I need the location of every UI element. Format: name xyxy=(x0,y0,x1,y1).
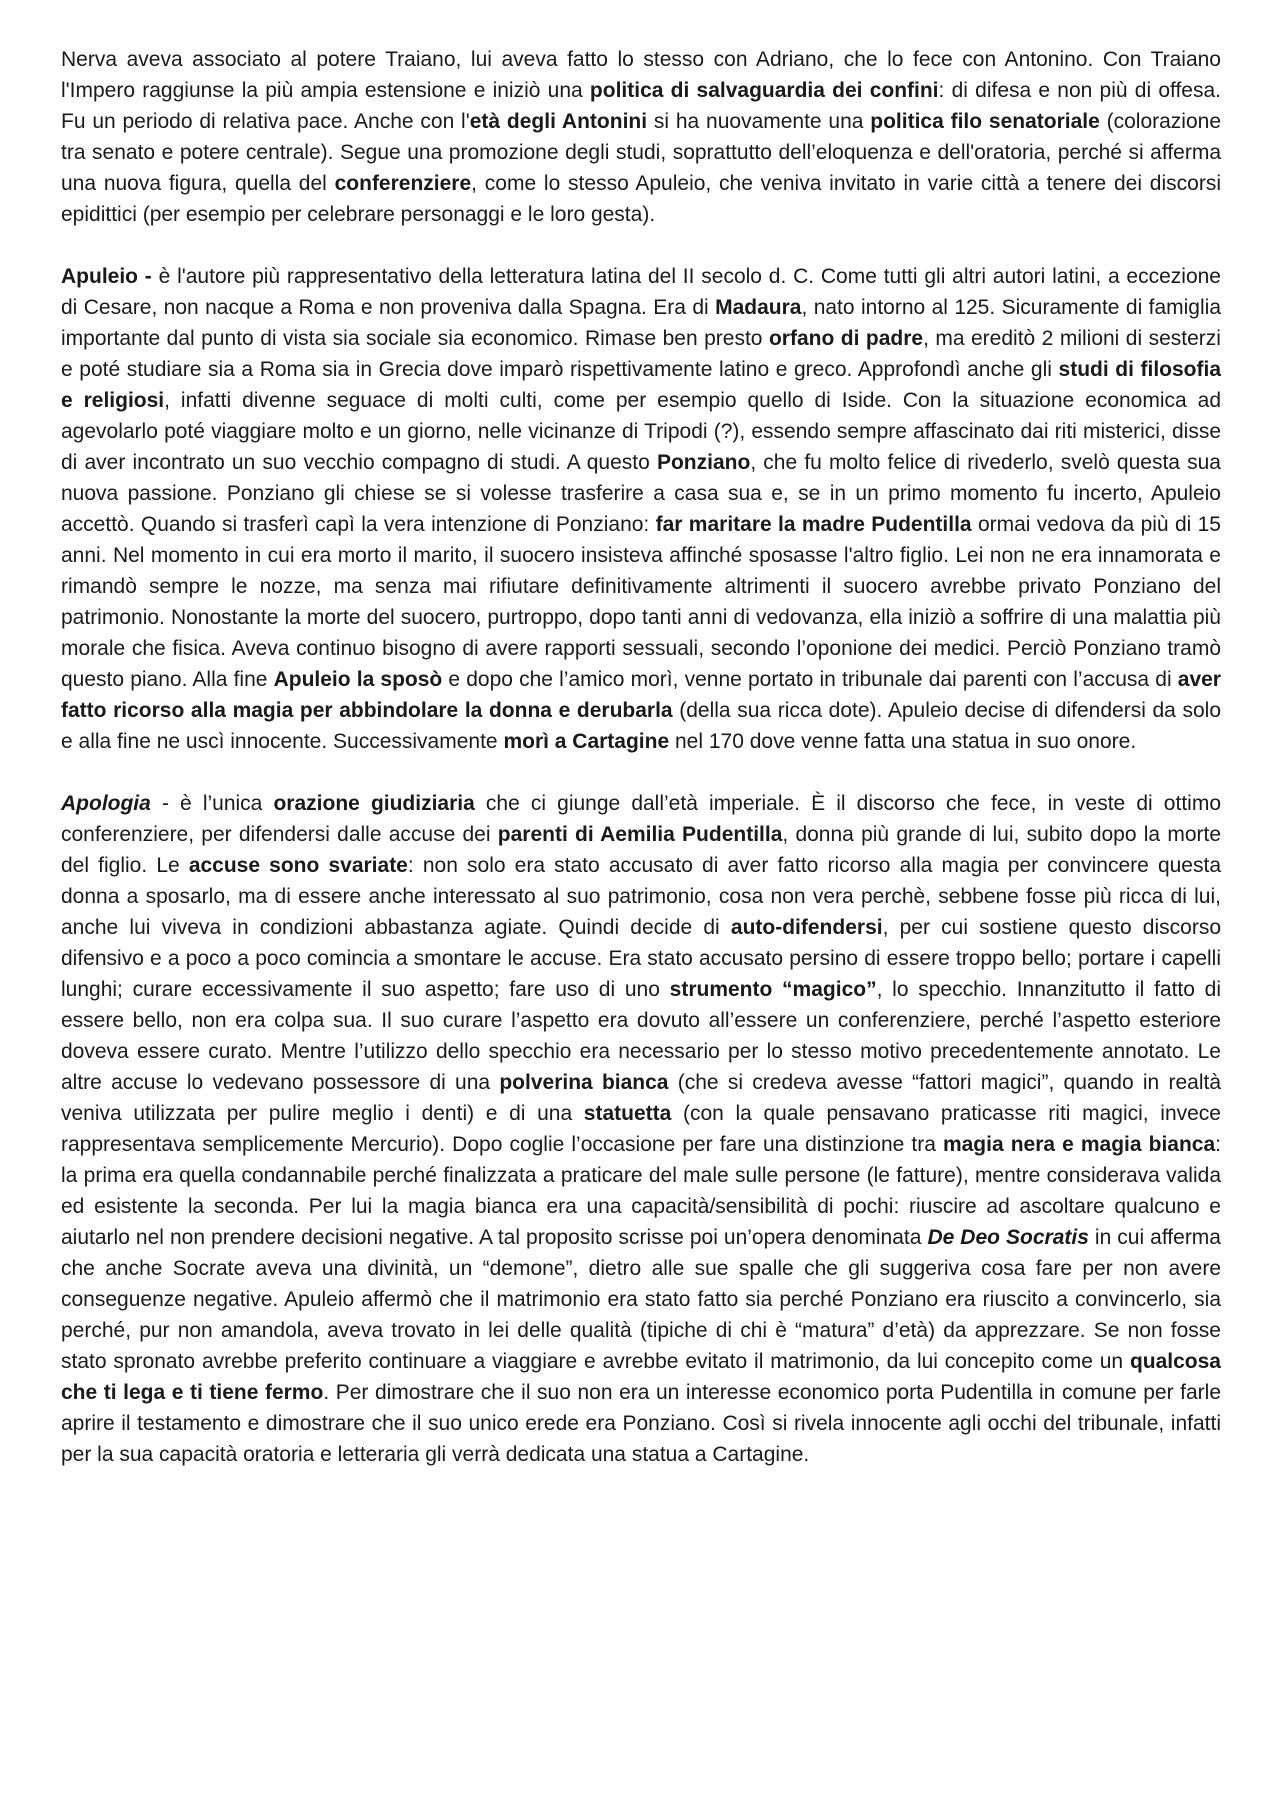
emphasized-text: Ponziano xyxy=(656,451,751,474)
text-run: , lo specchio. Innanzitutto il fatto di essere bello, non era colpa sua. Il suo curare l’aspetto era dovuto all’essere un conferenziere, perché l’aspetto esteriore doveva essere curato. Mentre l’utilizzo dello specchio era necessario per lo stesso motivo precedentemente annotato. Le altre accuse lo vedevano possessore di una xyxy=(61,978,1222,1094)
emphasized-text: far maritare la madre Pudentilla xyxy=(655,513,972,536)
text-run: , come lo stesso Apuleio, che veniva invitato in varie città a tenere dei discorsi epidittici (per esempio per celebrare personaggi e le loro gesta). xyxy=(61,172,1221,226)
text-run: , donna più grande di lui, subito dopo la morte del figlio. Le xyxy=(61,823,1222,877)
text-run: , infatti divenne seguace di molti culti, come per esempio quello di Iside. Con la situazione economica ad agevolarlo poté viaggiare molto e un giorno, nelle vicinanze di Tripodi (?), essendo sempre affascinato dai riti misterici, disse di aver incontrato un suo vecchio compagno di studi. A questo xyxy=(61,389,1221,474)
text-run: ormai vedova da più di 15 anni. Nel momento in cui era morto il marito, il suocero insisteva affinché sposasse l'altro figlio. Lei non ne era innamorata e rimandò sempre le nozze, ma senza mai rifiutare definitivamente altrimenti il suocero avrebbe privato Ponziano del patrimonio. Nonostante la morte del suocero, purtroppo, dopo tanti anni di vedovanza, ella iniziò a soffrire di una malattia più morale che fisica. Aveva continuo bisogno di avere rapporti sessuali, secondo l’oponione dei medici. Perciò Ponziano tramò questo piano. Alla fine xyxy=(61,513,1221,691)
text-run: (che si credeva avesse “fattori magici”, quando in realtà veniva utilizzata per pulire meglio i denti) e di una xyxy=(61,1071,1222,1125)
text-run: : non solo era stato accusato di aver fatto ricorso alla magia per convincere questa donna a sposarlo, ma di essere anche interessato al suo patrimonio, cosa non vera perchè, sebbene fosse più ricca di lui, anche lui viveva in condizioni abbastanza agiate. Quindi decide di xyxy=(61,854,1221,939)
text-run: : la prima era quella condannabile perché finalizzata a praticare del male sulle persone (le fatture), mentre considerava valida ed esistente la seconda. Per lui la magia bianca era una capacità/sensibilità di pochi: riuscire ad ascoltare qualcuno e aiutarlo nel non prendere decisioni negative. A tal proposito scrisse poi un’opera denominata xyxy=(61,1133,1221,1249)
emphasized-text: polverina bianca xyxy=(499,1071,669,1094)
text-run: Nerva aveva associato al potere Traiano, lui aveva fatto lo stesso con Adriano, che lo fece con Antonino. Con Traiano l'Impero raggiunse la più ampia estensione e iniziò una xyxy=(61,48,1221,102)
text-run: (colorazione tra senato e potere centrale). Segue una promozione degli studi, soprattutto dell’eloquenza e dell'oratoria, perché si afferma una nuova figura, quella del xyxy=(61,110,1221,195)
emphasized-text: parenti di Aemilia Pudentilla xyxy=(497,823,783,846)
emphasized-text: conferenziere xyxy=(334,172,472,195)
emphasized-text: età degli Antonini xyxy=(469,110,648,133)
text-run: , per cui sostiene questo discorso difensivo e a poco a poco comincia a smontare le accuse. Era stato accusato persino di essere troppo bello; portare i capelli lunghi; curare eccessivamente il suo aspetto; fare uso di uno xyxy=(61,916,1222,1001)
emphasized-text: Apuleio - xyxy=(61,265,159,288)
paragraph-apuleio xyxy=(61,261,1221,757)
emphasized-text: accuse sono svariate xyxy=(188,854,408,877)
text-run: , che fu molto felice di rivederlo, svelò questa sua nuova passione. Ponziano gli chiese se si volesse trasferire a casa sua e, se in un primo momento fu incerto, Apuleio accettò. Quando si trasferì capì la vera intenzione di Ponziano: xyxy=(61,451,1221,536)
text-run: che ci giunge dall’età imperiale. È il discorso che fece, in veste di ottimo conferenziere, per difendersi dalle accuse dei xyxy=(61,792,1221,846)
text-run: , nato intorno al 125. Sicuramente di famiglia importante dal punto di vista sia sociale sia economico. Rimase ben presto xyxy=(61,296,1221,350)
text-run: e dopo che l’amico morì, venne portato in tribunale dai parenti con l’accusa di xyxy=(442,668,1178,691)
text-run: : di difesa e non più di offesa. Fu un periodo di relativa pace. Anche con l' xyxy=(61,79,1221,133)
emphasized-text: orfano di padre xyxy=(768,327,924,350)
emphasized-text: statuetta xyxy=(583,1102,672,1125)
text-run: è l'autore più rappresentativo della letteratura latina del II secolo d. C. Come tutti gli altri autori latini, a eccezione di Cesare, non nacque a Roma e non proveniva dalla Spagna. Era di xyxy=(61,265,1221,319)
emphasized-text: magia nera e magia bianca xyxy=(942,1133,1216,1156)
emphasized-text: politica di salvaguardia dei confini xyxy=(589,79,939,102)
emphasized-text: auto-difendersi xyxy=(730,916,883,939)
text-run: (con la quale pensavano praticasse riti magici, invece rappresentava semplicemente Mercurio). Dopo coglie l’occasione per fare una distinzione tra xyxy=(61,1102,1221,1156)
text-run: nel 170 dove venne fatta una statua in suo onore. xyxy=(669,730,1137,753)
emphasized-text: qualcosa che ti lega e ti tiene fermo xyxy=(61,1350,1221,1404)
text-run: in cui afferma che anche Socrate aveva una divinità, un “demone”, dietro alle sue spalle che gli suggeriva cosa fare per non avere conseguenze negative. Apuleio affermò che il matrimonio era stato fatto sia perché Ponziano era riuscito a convincerlo, sia perché, pur non amandola, aveva trovato in lei delle qualità (tipiche di chi è “matura” d’età) da apprezzare. Se non fosse stato spronato avrebbe preferito continuare a viaggiare e avrebbe evitato il matrimonio, da lui concepito come un xyxy=(61,1226,1221,1373)
emphasized-text: orazione giudiziaria xyxy=(273,792,475,815)
text-run: (della sua ricca dote). Apuleio decise di difendersi da solo e alla fine ne uscì innocente. Successivamente xyxy=(61,699,1221,753)
emphasized-text: Madaura xyxy=(715,296,802,319)
paragraph-apologia xyxy=(61,788,1221,1470)
emphasized-text: politica filo senatoriale xyxy=(870,110,1100,133)
emphasized-text: studi di filosofia e religiosi xyxy=(61,358,1222,412)
text-run: si ha nuovamente una xyxy=(647,110,871,133)
emphasized-text: De Deo Socratis xyxy=(927,1226,1089,1249)
text-run: . Per dimostrare che il suo non era un interesse economico porta Pudentilla in comune per farle aprire il testamento e dimostrare che il suo unico erede era Ponziano. Così si rivela innocente agli occhi del tribunale, infatti per la sua capacità oratoria e letteraria gli verrà dedicata una statua a Cartagine. xyxy=(61,1381,1222,1466)
emphasized-text: Apologia xyxy=(61,792,151,815)
text-run: , ma ereditò 2 milioni di sesterzi e poté studiare sia a Roma sia in Grecia dove imparò rispettivamente latino e greco. Approfondì anche gli xyxy=(61,327,1221,381)
paragraph-nerva-traiano xyxy=(61,44,1221,230)
emphasized-text: aver fatto ricorso alla magia per abbindolare la donna e derubarla xyxy=(61,668,1221,722)
document-body xyxy=(61,44,1221,1470)
emphasized-text: morì a Cartagine xyxy=(503,730,670,753)
emphasized-text: strumento “magico” xyxy=(669,978,877,1001)
text-run: - è l’unica xyxy=(150,792,274,815)
emphasized-text: Apuleio la sposò xyxy=(273,668,443,691)
